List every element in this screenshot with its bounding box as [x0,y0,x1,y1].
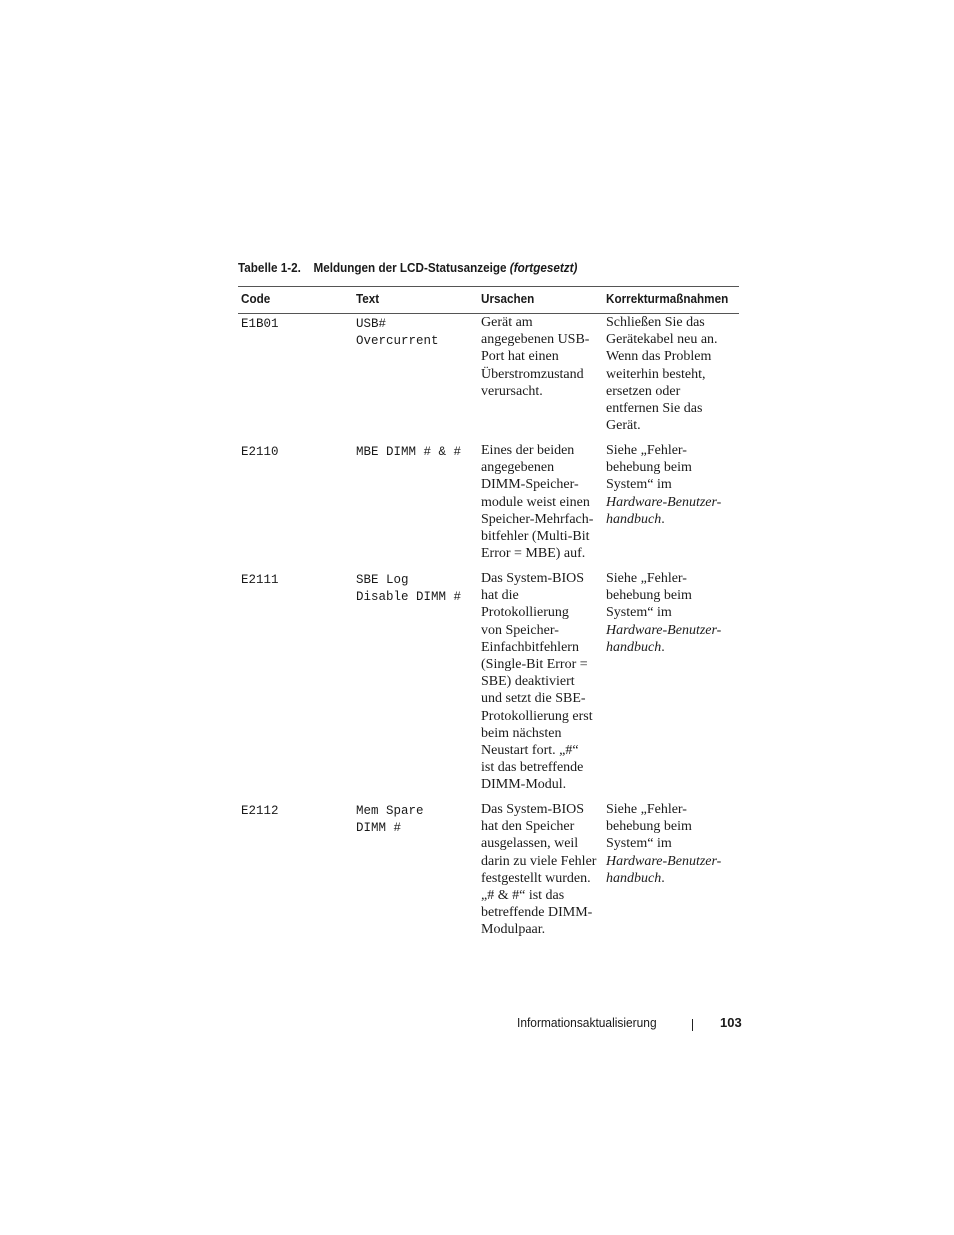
header-text: Text [356,291,380,306]
row-text: SBE Log Disable DIMM # [356,573,462,605]
row-fix: Schließen Sie das Gerätekabel neu an. Wenn das Problem weiterhin besteht, ersetzen oder entfernen Sie das Gerät. [606,315,718,434]
table-caption-label: Tabelle 1-2. [238,260,301,275]
row-fix-prefix: Siehe „Fehler- behebung beim System“ im [606,443,692,493]
row-fix-suffix: . [661,639,665,655]
row-fix-suffix: . [661,870,665,886]
row-text: Mem Spare DIMM # [356,804,424,836]
row-fix [606,442,739,528]
footer-divider [692,1019,693,1031]
row-code: E1B01 [241,317,279,331]
header-fix: Korrekturmaßnahmen [606,291,729,306]
lcd-status-table [238,286,739,938]
row-fix [606,570,739,656]
row-fix-suffix: . [661,511,665,527]
manual-reference: Hardware-Benutzer- handbuch [606,853,722,886]
row-code: E2110 [241,445,279,459]
row-cause: Gerät am angegebenen USB- Port hat einen Überstromzustand verursacht. [481,315,590,399]
row-fix-prefix: Siehe „Fehler- behebung beim System“ im [606,571,692,621]
row-text: USB# Overcurrent [356,317,439,349]
footer-section-title: Informationsaktualisierung [517,1015,657,1030]
header-cause: Ursachen [481,291,535,306]
manual-reference: Hardware-Benutzer- handbuch [606,494,722,527]
row-text: MBE DIMM # & # [356,445,462,459]
header-code: Code [241,291,271,306]
page-number: 103 [720,1015,742,1030]
table-header-row [238,287,739,314]
row-code: E2111 [241,573,279,587]
row-fix [606,801,739,887]
row-cause: Eines der beiden angegebenen DIMM-Speicher- module weist einen Speicher-Mehrfach- bitfehler (Multi-Bit Error = MBE) auf. [481,443,594,562]
manual-reference: Hardware-Benutzer- handbuch [606,622,722,655]
row-code: E2112 [241,804,279,818]
row-cause: Das System-BIOS hat die Protokollierung von Speicher- Einfachbitfehlern (Single-Bit Error = SBE) deaktiviert und setzt die SBE- Protokollierung erst beim nächsten Neustart fort. „#“ ist das betreffende DIMM-Modul. [481,571,593,793]
row-cause: Das System-BIOS hat den Speicher ausgelassen, weil darin zu viele Fehler festgestellt wurden. „# & #“ ist das betreffende DIMM- Modulpaar. [481,802,597,938]
table-caption-note: (fortgesetzt) [509,260,578,275]
table-caption [238,260,577,275]
table-caption-title: Meldungen der LCD-Statusanzeige [313,260,507,275]
row-fix-prefix: Siehe „Fehler- behebung beim System“ im [606,802,692,852]
